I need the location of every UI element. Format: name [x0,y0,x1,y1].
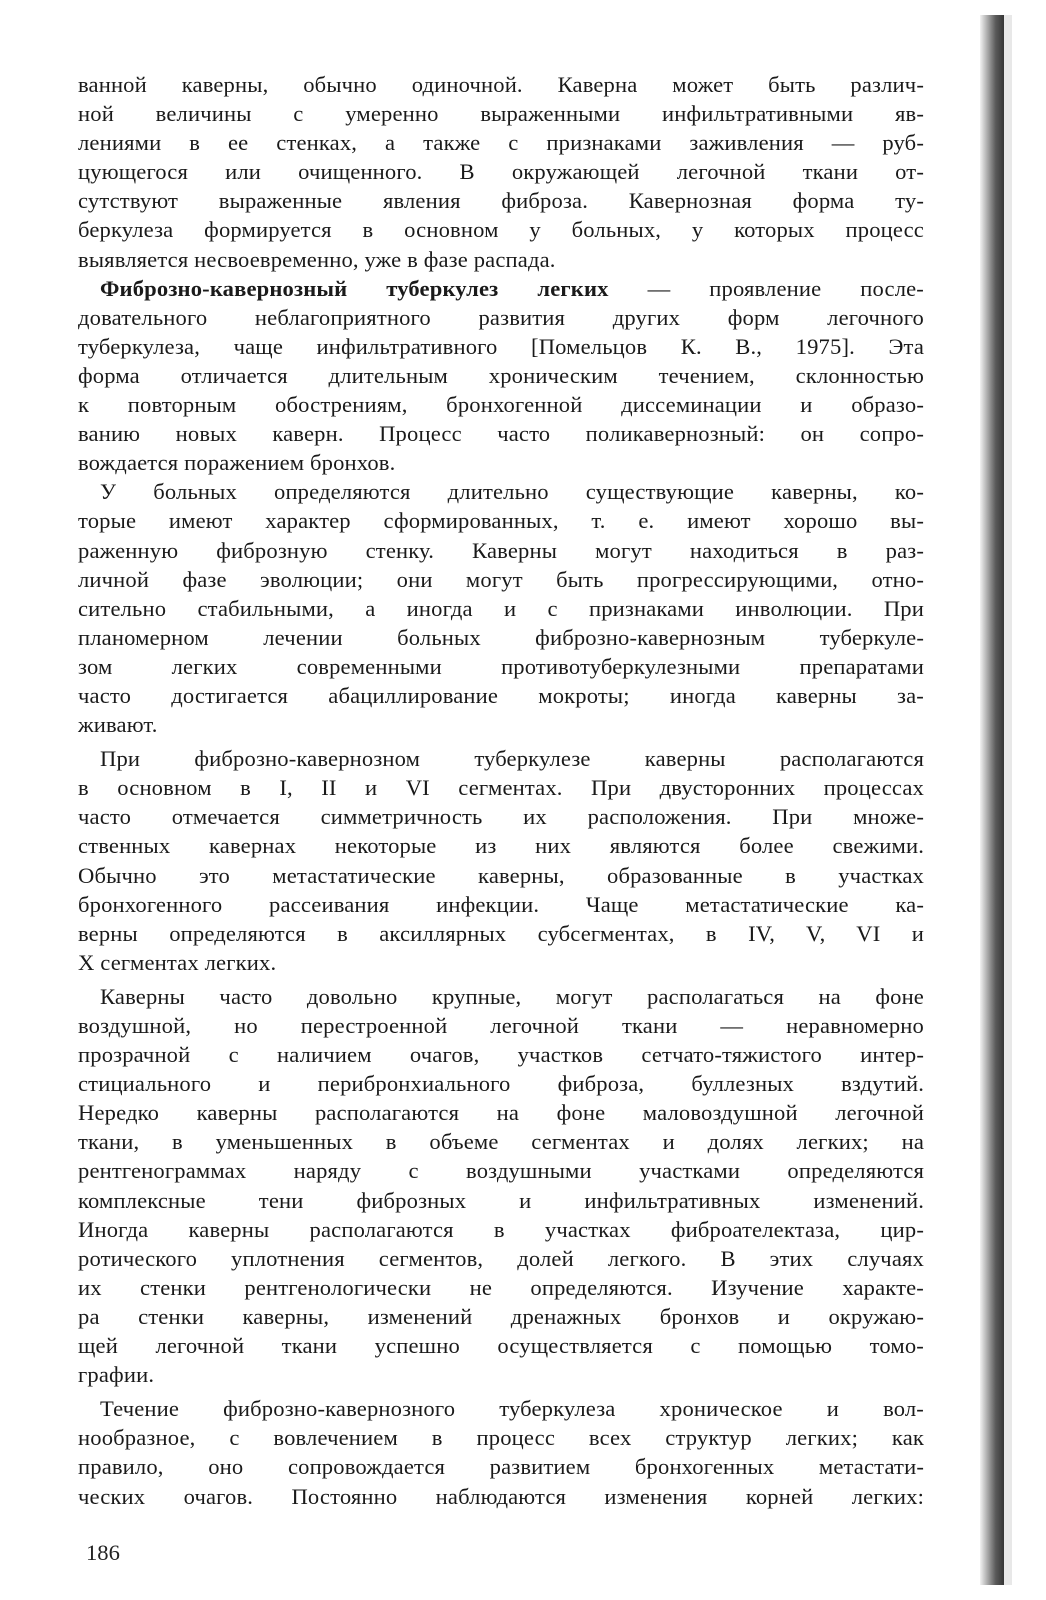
text-line: ткани, в уменьшенных в объеме сегментах и долях легких; на [78,1129,924,1155]
text-line: часто достигается абациллирование мокроты; иногда каверны за- [78,682,924,708]
text-line [78,274,924,303]
text-line: нообразное, с вовлечением в процесс всех структур легких; как [78,1425,924,1451]
text-line: довательного неблагоприятного развития других форм легочного [78,304,924,330]
text-line: вождается поражением бронхов. [78,450,396,476]
text-line: воздушной, но перестроенной легочной ткани — неравномерно [78,1013,924,1038]
text-line: Каверны часто довольно крупные, могут располагаться на фоне [100,983,924,1009]
text-line: ротического уплотнения сегментов, долей легкого. В этих случаях [78,1245,924,1271]
text-line: Нередко каверны располагаются на фоне маловоздушной легочной [78,1100,924,1126]
paragraph-3 [78,477,924,739]
text-line: часто отмечается симметричность их расположения. При множе- [78,804,924,830]
text-line: лениями в ее стенках, а также с признаками заживления — руб- [78,130,924,156]
text-line: ческих очагов. Постоянно наблюдаются изменения корней легких: [78,1483,924,1509]
text-line: Иногда каверны располагаются в участках фиброателектаза, цир- [78,1216,924,1242]
paragraph-6 [78,1394,924,1510]
book-binding-shadow [980,15,1006,1585]
text-line: ванной каверны, обычно одиночной. Каверна может быть различ- [78,72,924,97]
text-line: X сегментах легких. [78,949,277,975]
text-line: сутствуют выраженные явления фиброза. Кавернозная форма ту- [78,188,924,214]
text-fragment: — проявление после- [608,275,924,301]
text-line: туберкулеза, чаще инфильтративного [Помельцов К. В., 1975]. Эта [78,333,924,359]
text-line: верны определяются в аксиллярных субсегментах, в IV, V, VI и [78,920,924,946]
text-line: стициального и перибронхиального фиброза, буллезных вздутий. [78,1071,924,1097]
text-line: ственных кавернах некоторые из них являются более свежими. [78,833,924,859]
text-line: выявляется несвоевременно, уже в фазе распада. [78,246,556,272]
text-line: ной величины с умеренно выраженными инфильтративными яв- [78,101,924,127]
page-edge [1004,15,1012,1585]
text-line: У больных определяются длительно существующие каверны, ко- [100,479,924,505]
paragraph-1 [78,70,924,274]
text-line: прозрачной с наличием очагов, участков сетчато-тяжистого интер- [78,1042,924,1068]
text-line: бронхогенного рассеивания инфекции. Чаще метастатические ка- [78,891,924,917]
text-line: правило, оно сопровождается развитием бронхогенных метастати- [78,1454,924,1480]
text-line: ванию новых каверн. Процесс часто поликавернозный: он сопро- [78,421,924,447]
text-line: в основном в I, II и VI сегментах. При двусторонних процессах [78,775,924,801]
text-line: комплексные тени фиброзных и инфильтративных изменений. [78,1187,924,1213]
text-line: Обычно это метастатические каверны, образованные в участках [78,862,924,888]
text-line: планомерном лечении больных фиброзно-кавернозным туберкуле- [78,624,924,650]
paragraph-5 [78,982,924,1389]
text-line: рентгенограммах наряду с воздушными участками определяются [78,1158,924,1184]
paragraph-2 [78,274,924,478]
text-line: торые имеют характер сформированных, т. е. имеют хорошо вы- [78,508,924,534]
text-line: Течение фиброзно-кавернозного туберкулеза хроническое и вол- [100,1396,924,1422]
text-line: графии. [78,1362,155,1388]
text-line: цующегося или очищенного. В окружающей легочной ткани от- [78,159,924,185]
text-line: беркулеза формируется в основном у больных, у которых процесс [78,217,924,243]
text-line: форма отличается длительным хроническим течением, склонностью [78,362,924,388]
text-line: их стенки рентгенологически не определяются. Изучение характе- [78,1274,924,1300]
text-line: зом легких современными противотуберкулезными препаратами [78,653,924,679]
page-number: 186 [86,1540,120,1565]
text-line: При фиброзно-кавернозном туберкулезе каверны располагаются [100,746,924,772]
text-line: сительно стабильными, а иногда и с признаками инволюции. При [78,595,924,621]
text-line: ра стенки каверны, изменений дренажных бронхов и окружаю- [78,1303,924,1329]
text-line: живают. [78,712,158,738]
text-line: к повторным обострениям, бронхогенной диссеминации и образо- [78,392,924,418]
paragraph-4 [78,744,924,977]
text-line: щей легочной ткани успешно осуществляется с помощью томо- [78,1333,924,1359]
text-line: раженную фиброзную стенку. Каверны могут находиться в раз- [78,537,924,563]
bold-term: Фиброзно-кавернозный туберкулез легких [100,275,609,301]
text-line: личной фазе эволюции; они могут быть прогрессирующими, отно- [78,566,924,592]
page-body [78,70,924,1511]
